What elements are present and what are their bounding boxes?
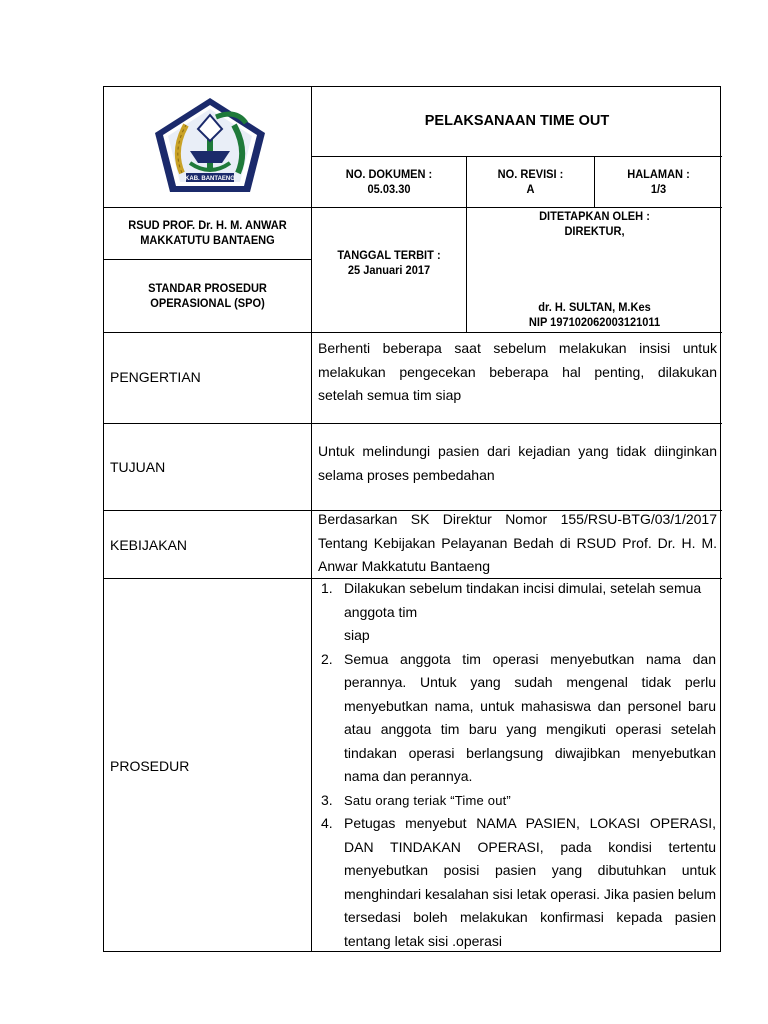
prosedur-step [318,648,716,789]
step-text: Semua anggota tim operasi menyebutkan nama dan perannya. Untuk yang sudah mengenal tidak perlu menyebutkan nama, untuk mahasiswa dan personel baru atau anggota tim baru yang mengikuti operasi setelah tindakan operasi berlangsung diwajibkan menyebutkan nama dan perannya. [344,650,716,784]
halaman-cell [595,157,722,208]
pengertian-text: Berhenti beberapa saat sebelum melakukan insisi untuk melakukan pengecekan beberapa hal penting, dilakukan setelah semua tim siap [318,340,717,403]
no-revisi-cell [467,157,595,208]
spo-document [103,86,721,952]
step-text: Dilakukan sebelum tindakan incisi dimulai, setelah semua anggota tim [344,580,702,620]
ditetapkan-cell [467,208,722,333]
hospital-cell [104,208,312,260]
halaman-value: 1/3 [650,182,667,196]
tujuan-content-cell [312,424,722,511]
director-nip: NIP 197102062003121011 [528,315,661,329]
tanggal-terbit-label: TANGGAL TERBIT : [337,248,441,262]
step-number: 2. [321,650,333,667]
step-text: Petugas menyebut NAMA PASIEN, LOKASI OPERASI, DAN TINDAKAN OPERASI, pada kondisi tertentu menyebutkan posisi pasien yang dibutuhkan untuk menghindari kesalahan sisi letak operasi. Jika pasien belum tersedasi boleh melakukan konfirmasi kepada pasien tentang letak sisi .operasi [344,815,716,949]
tujuan-label: TUJUAN [110,459,166,475]
halaman-label: HALAMAN : [627,167,690,181]
prosedur-steps [318,577,716,953]
kebijakan-text: Berdasarkan SK Direktur Nomor 155/RSU-BTG/03/1/2017 Tentang Kebijakan Pelayanan Bedah di RSUD Prof. Dr. H. M. Anwar Makkatutu Bantaeng [318,511,717,574]
prosedur-step [318,577,716,648]
step-text: Satu orang teriak “Time out” [344,792,511,808]
kebijakan-label-cell [104,511,312,579]
director-name: dr. H. SULTAN, M.Kes [538,300,651,314]
kebijakan-label: KEBIJAKAN [110,537,188,553]
hospital-name-line1: RSUD PROF. Dr. H. M. ANWAR [128,218,287,232]
prosedur-step [318,812,716,953]
logo-caption: KAB. BANTAENG [185,176,235,182]
prosedur-label-cell [104,579,312,951]
ditetapkan-role: DIREKTUR, [564,224,625,238]
spo-line2: OPERASIONAL (SPO) [150,296,265,310]
pengertian-content-cell [312,333,722,424]
kebijakan-content-cell [312,511,722,579]
step-number: 1. [321,580,333,596]
step-number: 4. [321,815,333,831]
document-title: PELAKSANAAN TIME OUT [424,113,610,129]
no-revisi-value: A [526,182,535,196]
no-dokumen-label: NO. DOKUMEN : [345,167,433,181]
tujuan-label-cell [104,424,312,511]
prosedur-step [318,789,716,813]
no-dokumen-cell [312,157,467,208]
regency-emblem-logo [150,95,270,195]
prosedur-label: PROSEDUR [110,758,190,774]
title-cell [312,87,722,157]
no-dokumen-value: 05.03.30 [367,182,411,196]
step-number: 3. [321,791,333,808]
tanggal-terbit-value: 25 Januari 2017 [347,263,431,277]
hospital-name-line2: MAKKATUTU BANTAENG [140,233,275,247]
pengertian-label-cell [104,333,312,424]
step-text-continuation: siap [344,627,370,643]
logo-cell [104,87,312,208]
tanggal-terbit-cell [312,208,467,333]
spo-cell [104,260,312,333]
pengertian-label: PENGERTIAN [110,369,201,385]
tujuan-text: Untuk melindungi pasien dari kejadian yang tidak diinginkan selama proses pembedahan [318,443,717,483]
prosedur-content-cell [312,579,722,951]
spo-line1: STANDAR PROSEDUR [148,281,267,295]
no-revisi-label: NO. REVISI : [497,167,564,181]
ditetapkan-label: DITETAPKAN OLEH : [539,209,650,223]
